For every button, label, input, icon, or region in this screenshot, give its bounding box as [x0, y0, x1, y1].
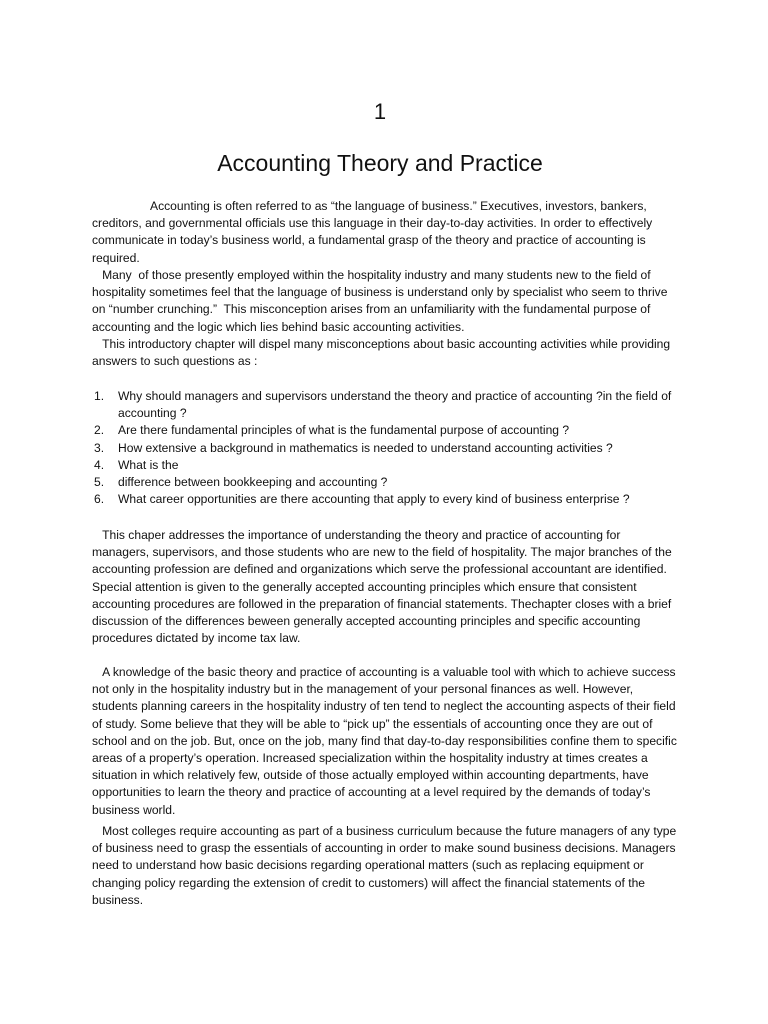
list-item-number: 3.: [94, 440, 105, 455]
list-item: [92, 491, 678, 508]
misconception-paragraph: Many of those presently employed within the hospitality industry and many students new to the field of hospitality sometimes feel that the language of business is understand only by specialist who seem to thrive on “number crunching.” This misconception arises from an unfamiliarity with the fundamental purpose of accounting and the logic which lies behind basic accounting activities.: [92, 268, 671, 334]
list-item-text: What is the: [118, 457, 179, 472]
list-item: [92, 388, 678, 422]
knowledge-value-paragraph: A knowledge of the basic theory and practice of accounting is a valuable tool with which to achieve success not only in the hospitality industry but in the management of your personal finances as well. However, students planning careers in the hospitality industry of ten tend to neglect the accounting aspects of their field of study. Some believe that they will be able to “pick up” the essentials of accounting once they are out of school and on the job. But, once on the job, many find that day-to-day responsibilities confine them to specific areas of a property’s operation. Increased specialization within the hospitality industry at times creates a situation in which relatively few, outside of those actually employed within accounting departments, have opportunities to learn the theory and practice of accounting at a level required by the demands of today’s business world.: [92, 665, 681, 817]
chapter-purpose-paragraph: This introductory chapter will dispel many misconceptions about basic accounting activities while providing answers to such questions as :: [92, 337, 674, 369]
list-item-number: 1.: [94, 389, 105, 403]
list-item-text: Why should managers and supervisors understand the theory and practice of accounting ?in the field of accounting ?: [118, 389, 672, 421]
list-item-text: How extensive a background in mathematics is needed to understand accounting activities ?: [118, 440, 613, 455]
chapter-title: Accounting Theory and Practice: [217, 150, 543, 176]
list-item: [92, 422, 678, 439]
list-item-text: Are there fundamental principles of what is the fundamental purpose of accounting ?: [118, 423, 570, 438]
college-requirement-paragraph: Most colleges require accounting as part of a business curriculum because the future managers of any type of business need to grasp the essentials of accounting in order to make sound business decisions. Managers need to understand how basic decisions regarding operational matters (such as replacing equipment or changing policy regarding the extension of credit to customers) will affect the financial statements of the business.: [92, 824, 680, 907]
question-list: [92, 388, 678, 508]
list-item-number: 6.: [94, 492, 105, 507]
list-item-text: difference between bookkeeping and accounting ?: [118, 475, 388, 490]
list-item: [92, 474, 678, 491]
list-item: [92, 440, 678, 457]
intro-paragraph: Accounting is often referred to as “the language of business.” Executives, investors, bankers, creditors, and governmental officials use this language in their day-to-day activities. In order to effectively communicate in today’s business world, a fundamental grasp of the theory and practice of accounting is required.: [92, 199, 653, 265]
list-item-number: 5.: [94, 475, 105, 490]
chapter-overview-paragraph: This chaper addresses the importance of understanding the theory and practice of accounting for managers, supervisors, and those students who are new to the field of hospitality. The major branches of the accounting profession are defined and organizations which serve the professional accountant are identified. Special attention is given to the generally accepted accounting principles which ensure that consistent accounting procedures are followed in the preparation of financial statements. Thechapter closes with a brief discussion of the differences beween generally accepted accounting principles and specific accounting procedures dictated by income tax law.: [92, 528, 676, 646]
list-item-text: What career opportunities are there accounting that apply to every kind of business enterprise ?: [118, 492, 630, 507]
list-item-number: 4.: [94, 457, 105, 472]
chapter-number: 1: [373, 99, 387, 124]
list-item: [92, 457, 678, 474]
list-item-number: 2.: [94, 423, 105, 438]
